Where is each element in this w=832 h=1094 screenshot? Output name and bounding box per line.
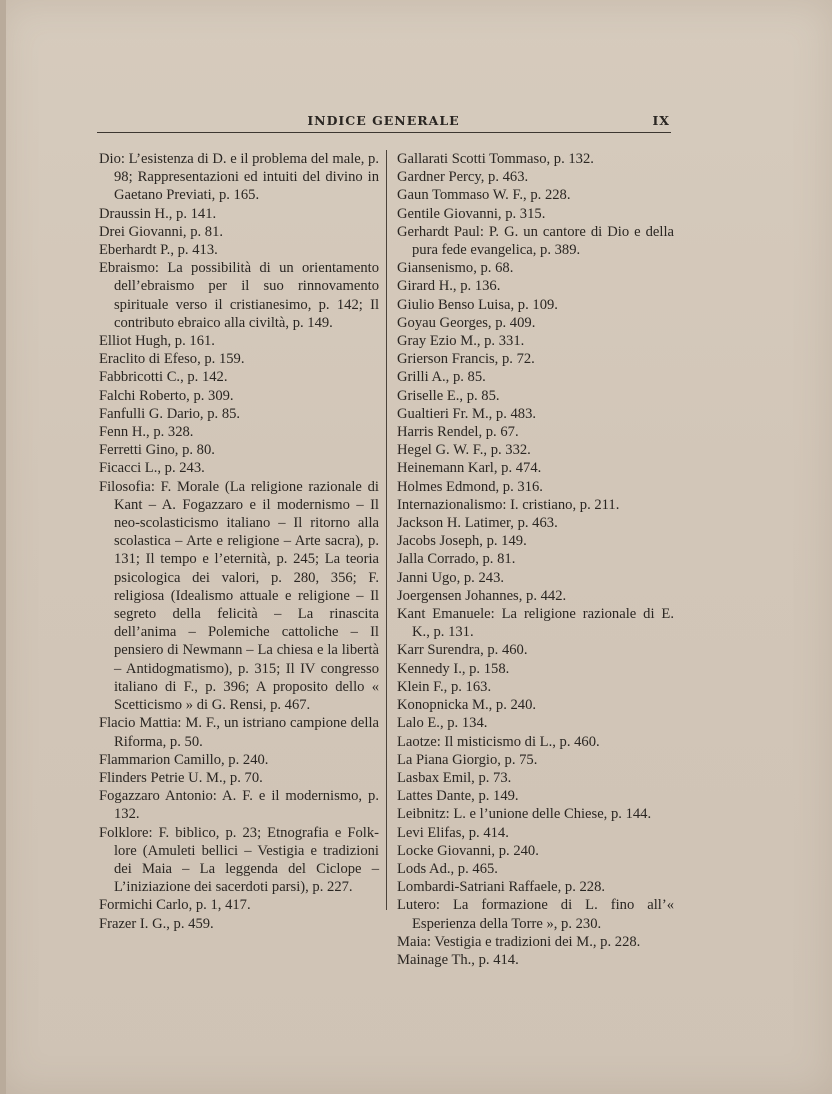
index-entry: Gualtieri Fr. M., p. 483.: [397, 405, 537, 422]
index-entry: Gentile Giovanni, p. 315.: [397, 205, 546, 222]
index-entry: Gray Ezio M., p. 331.: [397, 333, 525, 350]
index-entry: Dio: L’esistenza di D. e il problema del male, p. 98; Rappresentazioni ed intuiti del divino in Gaetano Previati, p. 165.: [99, 151, 379, 204]
index-entry: Grilli A., p. 85.: [397, 369, 486, 386]
index-entry: Folklore: F. biblico, p. 23; Etnografia e Folk-lore (Amuleti bellici – Vestigia e tradizioni dei Maia – La leggenda del Ciclope – L’iniziazione dei sacerdoti parsi), p. 227.: [99, 824, 379, 896]
index-entry: Jalla Corrado, p. 81.: [397, 551, 516, 568]
index-entry: Konopnicka M., p. 240.: [397, 697, 537, 714]
index-entry: Jackson H. Latimer, p. 463.: [397, 515, 558, 532]
index-entry: Gallarati Scotti Tommaso, p. 132.: [397, 151, 594, 167]
header-title: INDICE GENERALE: [307, 113, 460, 128]
index-entry: Lods Ad., p. 465.: [397, 860, 498, 877]
index-entry: Flammarion Camillo, p. 240.: [99, 751, 269, 768]
index-entry: Lattes Dante, p. 149.: [397, 788, 519, 805]
index-column-left: [99, 150, 379, 933]
index-entry: Kant Emanuele: La religione razionale di E. K., p. 131.: [397, 606, 674, 641]
index-entry: Frazer I. G., p. 459.: [99, 915, 214, 932]
index-entry: Eberhardt P., p. 413.: [99, 242, 218, 259]
index-entry: Giulio Benso Luisa, p. 109.: [397, 296, 558, 313]
index-entry: Gerhardt Paul: P. G. un cantore di Dio e della pura fede evangelica, p. 389.: [397, 223, 674, 259]
index-entry: Eraclito di Efeso, p. 159.: [99, 351, 245, 368]
index-entry: Ebraismo: La possibilità di un orientamento dell’ebraismo per il suo rinnovamento spirituale verso il cristianesimo, p. 142; Il contributo ebraico alla civiltà, p. 149.: [99, 260, 379, 331]
index-entry: Lutero: La formazione di L. fino all’« Esperienza della Torre », p. 230.: [397, 897, 674, 932]
index-entry: Lalo E., p. 134.: [397, 715, 488, 732]
index-entry: Giansenismo, p. 68.: [397, 260, 514, 277]
index-entry: Grierson Francis, p. 72.: [397, 351, 535, 368]
header-rule: [97, 132, 671, 133]
index-entry: Ficacci L., p. 243.: [99, 460, 205, 477]
index-entry: Lombardi-Satriani Raffaele, p. 228.: [397, 879, 606, 896]
index-entry: Internazionalismo: I. cristiano, p. 211.: [397, 496, 620, 513]
index-entry: Maia: Vestigia e tradizioni dei M., p. 228.: [397, 933, 641, 950]
index-entry: Fabbricotti C., p. 142.: [99, 369, 228, 386]
index-entry: Levi Elifas, p. 414.: [397, 824, 509, 841]
index-entry: Gaun Tommaso W. F., p. 228.: [397, 187, 571, 204]
index-entry: Fanfulli G. Dario, p. 85.: [99, 405, 241, 422]
index-entry: Griselle E., p. 85.: [397, 387, 500, 404]
index-entry: Ferretti Gino, p. 80.: [99, 442, 215, 459]
running-header: [97, 113, 670, 133]
index-entry: Harris Rendel, p. 67.: [397, 424, 519, 441]
index-entry: Fenn H., p. 328.: [99, 424, 194, 441]
index-entry: Klein F., p. 163.: [397, 678, 492, 695]
index-entry: Flinders Petrie U. M., p. 70.: [99, 769, 263, 786]
index-entry: Filosofia: F. Morale (La religione razionale di Kant – A. Fogazzaro e il modernismo – Il neo-scolasticismo italiano – Il ritorno alla scolastica – Arte e religione – Arte sacra), p. 131; Il tempo e l’eternità, p. 245; La teoria psicologica dei valori, p. 280, 356; F. religiosa (Idealismo attuale e religione – Il segreto della felicità – La rinascita dell’anima – Polemiche cattoliche – Il pensiero di Newmann – La chiesa e la libertà – Antidogmatismo), p. 315; Il IV congresso italiano di F., p. 396; A proposito dello « Scetticismo » di G. Rensi, p. 467.: [99, 478, 379, 714]
index-entry: Mainage Th., p. 414.: [397, 951, 519, 968]
index-entry: Karr Surendra, p. 460.: [397, 642, 528, 659]
index-entry: Locke Giovanni, p. 240.: [397, 842, 539, 859]
index-entry: Kennedy I., p. 158.: [397, 660, 510, 677]
index-entry: Draussin H., p. 141.: [99, 205, 217, 222]
index-entry: Falchi Roberto, p. 309.: [99, 387, 234, 404]
page-number: IX: [652, 113, 670, 128]
index-entry: Hegel G. W. F., p. 332.: [397, 442, 531, 459]
index-entry: Girard H., p. 136.: [397, 278, 501, 295]
index-entry: Lasbax Emil, p. 73.: [397, 769, 512, 786]
index-entry: Formichi Carlo, p. 1, 417.: [99, 897, 251, 914]
index-entry: Laotze: Il misticismo di L., p. 460.: [397, 733, 600, 750]
index-column-right: [397, 150, 674, 969]
index-entry: La Piana Giorgio, p. 75.: [397, 751, 538, 768]
index-entry: Leibnitz: L. e l’unione delle Chiese, p. 144.: [397, 806, 652, 823]
index-entry: Holmes Edmond, p. 316.: [397, 478, 543, 495]
index-entry: Joergensen Johannes, p. 442.: [397, 587, 567, 604]
index-entry: Fogazzaro Antonio: A. F. e il modernismo, p. 132.: [99, 788, 379, 823]
index-entry: Gardner Percy, p. 463.: [397, 169, 529, 186]
index-entry: Goyau Georges, p. 409.: [397, 314, 536, 331]
column-divider: [386, 150, 387, 910]
index-entry: Elliot Hugh, p. 161.: [99, 333, 215, 350]
index-entry: Jacobs Joseph, p. 149.: [397, 533, 527, 550]
index-entry: Drei Giovanni, p. 81.: [99, 223, 224, 240]
index-entry: Heinemann Karl, p. 474.: [397, 460, 542, 477]
index-entry: Flacio Mattia: M. F., un istriano campione della Riforma, p. 50.: [99, 715, 379, 750]
index-entry: Janni Ugo, p. 243.: [397, 569, 505, 586]
